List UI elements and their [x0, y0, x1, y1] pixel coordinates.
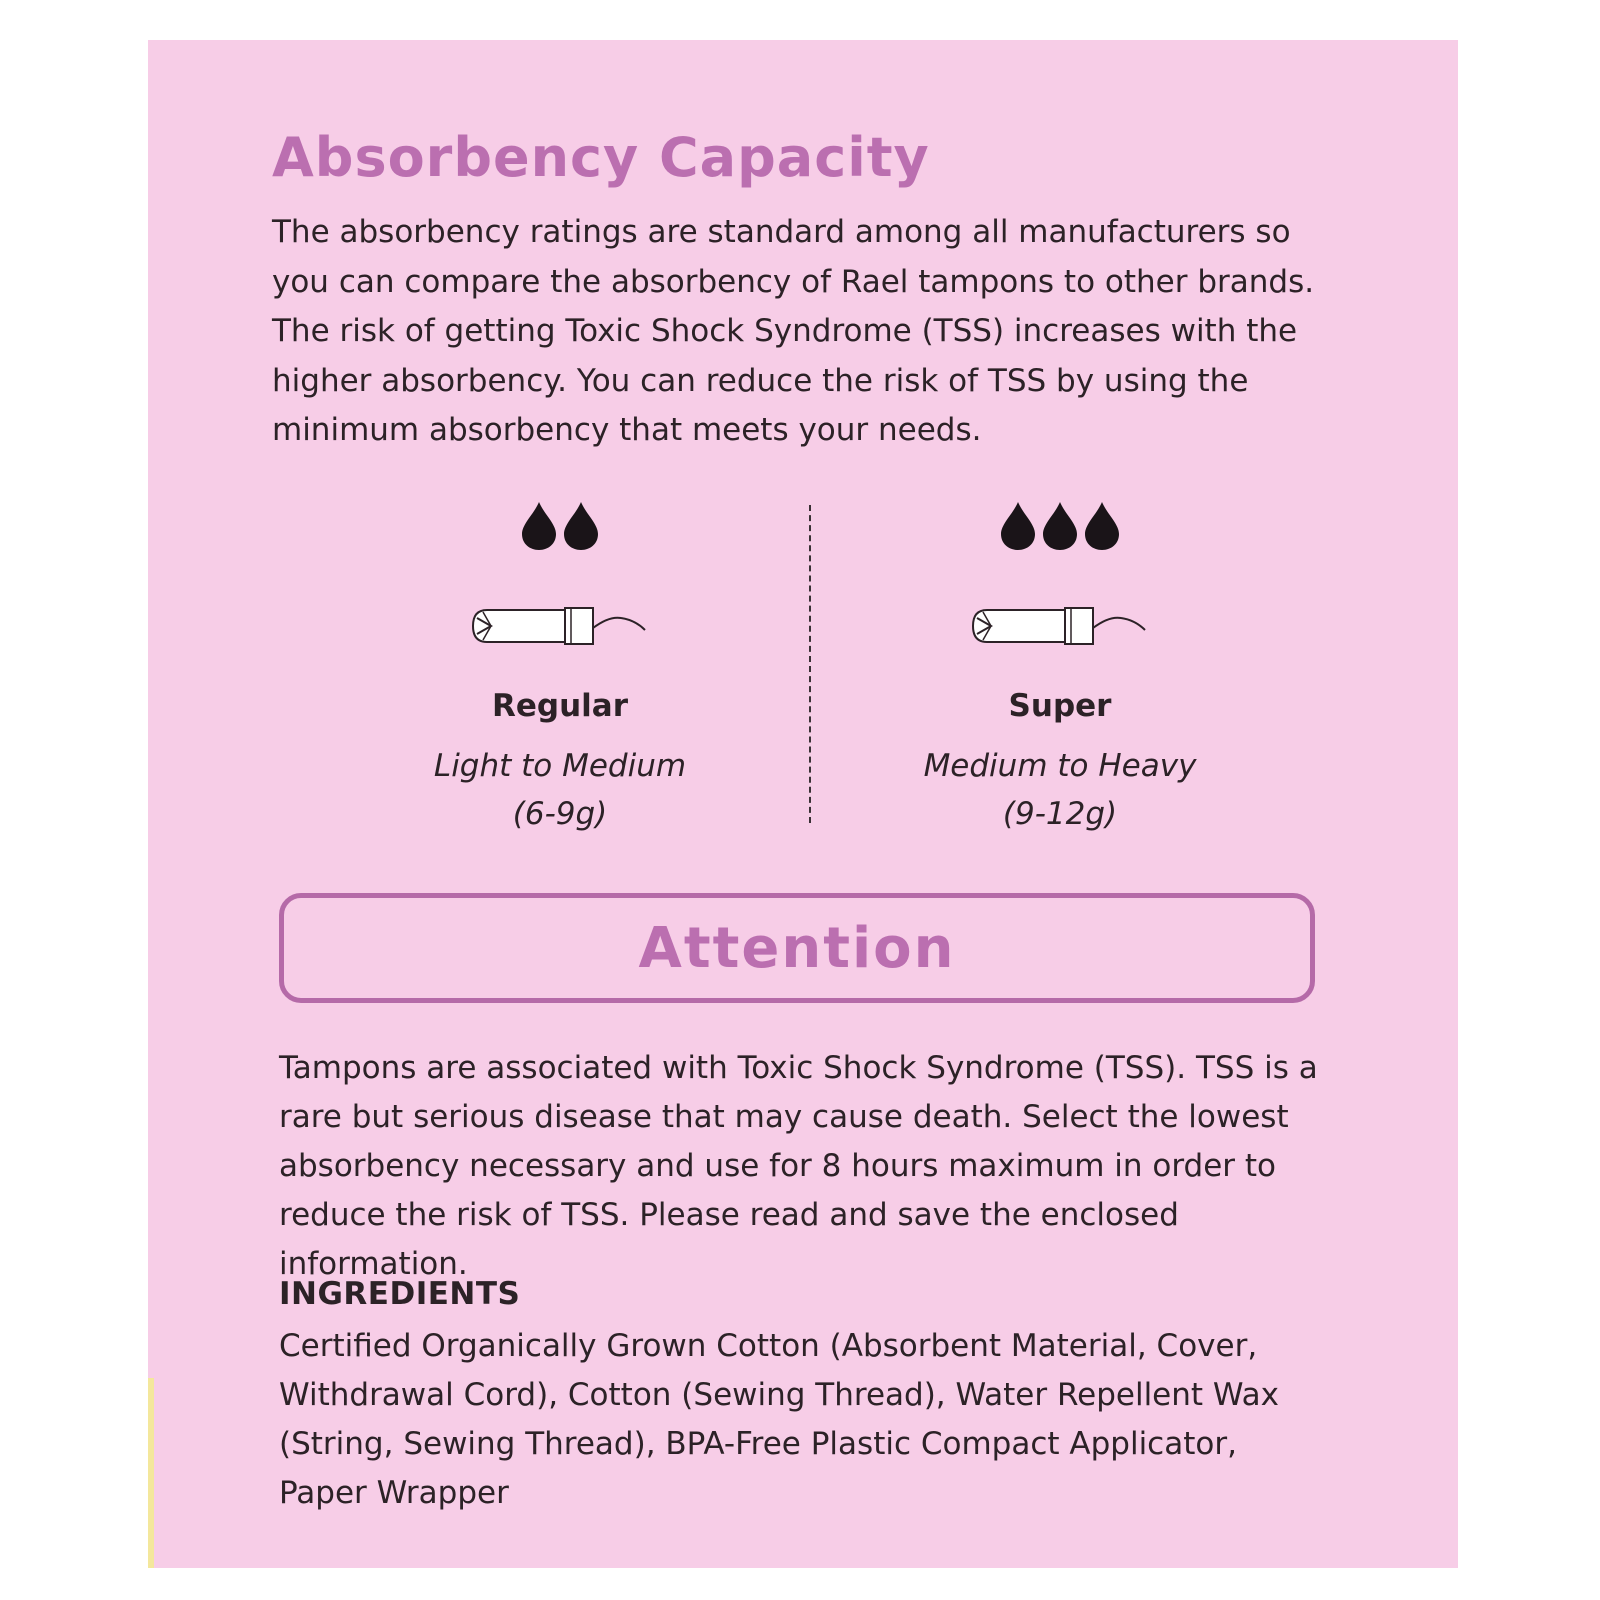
level-range-regular: (6-9g) — [512, 796, 608, 832]
drop-icon — [1041, 500, 1079, 552]
absorbency-level-super — [840, 500, 1280, 838]
drop-icon — [1083, 500, 1121, 552]
drops-regular — [340, 500, 780, 556]
drop-icon — [562, 500, 600, 552]
drop-icon — [520, 500, 558, 552]
level-name-regular: Regular — [492, 688, 628, 724]
tampon-icon — [340, 602, 780, 648]
drops-super — [840, 500, 1280, 556]
level-description-super — [840, 742, 1280, 838]
column-divider — [809, 505, 811, 823]
level-range-super: (9-12g) — [1002, 796, 1118, 832]
drop-icon — [999, 500, 1037, 552]
attention-heading: Attention — [638, 915, 956, 981]
level-description-regular — [340, 742, 780, 838]
absorbency-level-regular — [340, 500, 780, 838]
absorbency-title: Absorbency Capacity — [272, 126, 930, 189]
tampon-icon — [840, 602, 1280, 648]
level-flow-super: Medium to Heavy — [923, 748, 1197, 784]
level-flow-regular: Light to Medium — [433, 748, 687, 784]
absorbency-intro: The absorbency ratings are standard among all manufacturers so you can compare the absorbency of Rael tampons to other brands. The risk of getting Toxic Shock Syndrome (TSS) increases with the higher absorbency. You can reduce the risk of TSS by using the minimum absorbency that meets your needs. — [272, 214, 1315, 448]
level-name-super: Super — [1008, 688, 1112, 724]
ingredients-text: Certified Organically Grown Cotton (Absorbent Material, Cover, Withdrawal Cord), Cotton (Sewing Thread), Water Repellent Wax (String, Sewing Thread), BPA-Free Plastic Compact Applicator, Paper Wrapper — [279, 1328, 1279, 1511]
tss-warning-text: Tampons are associated with Toxic Shock Syndrome (TSS). TSS is a rare but serious disease that may cause death. Select the lowest absorbency necessary and use for 8 hours maximum in order to reduce the risk of TSS. Please read and save the enclosed information. — [279, 1050, 1318, 1282]
package-edge-strip — [148, 1378, 154, 1568]
ingredients-heading: INGREDIENTS — [279, 1276, 521, 1312]
attention-box — [279, 893, 1315, 1003]
